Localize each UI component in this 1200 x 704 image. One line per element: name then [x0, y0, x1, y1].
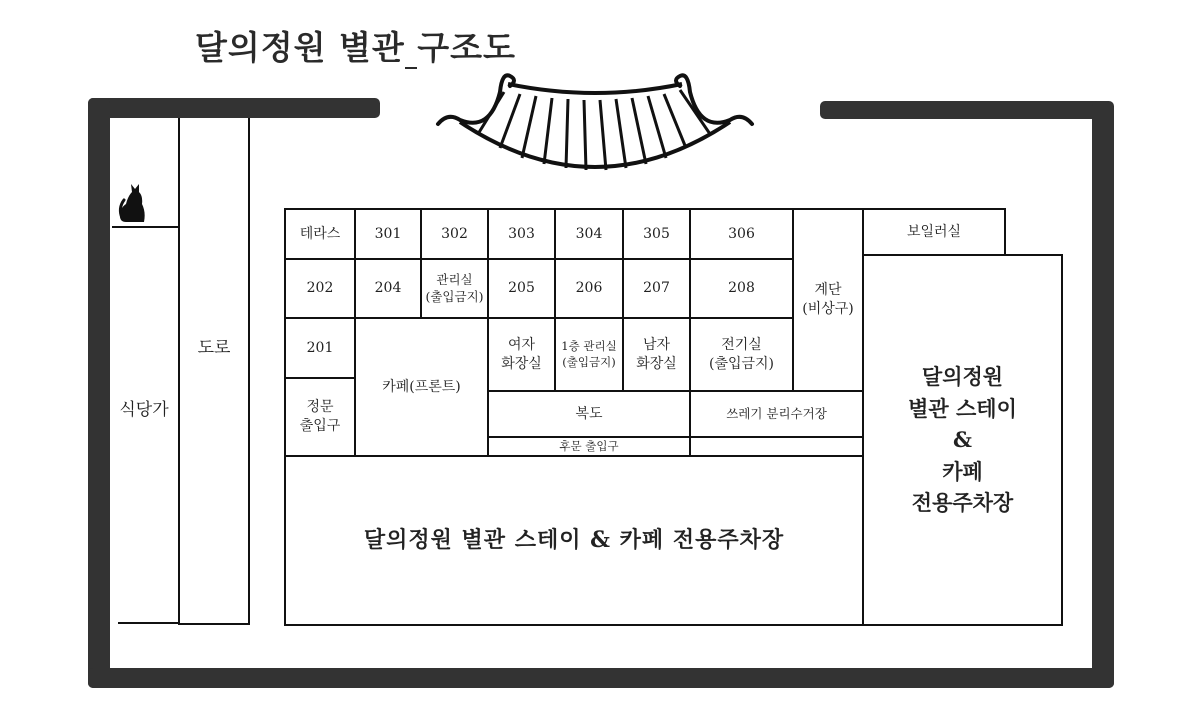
room-305: 305 — [622, 208, 691, 260]
room-office-1f: 1층 관리실 (출입금지) — [554, 317, 624, 392]
outer-wall-top-right — [820, 101, 1112, 119]
traditional-roof-eave-icon — [430, 62, 760, 182]
room-205: 205 — [487, 258, 556, 319]
room-boiler: 보일러실 — [862, 208, 1006, 256]
room-302: 302 — [420, 208, 489, 260]
outer-wall-left — [88, 98, 110, 688]
road-label: 도로 — [197, 337, 231, 358]
outer-wall-top-left — [88, 98, 380, 118]
room-304: 304 — [554, 208, 624, 260]
restaurant-strip-divider — [112, 226, 178, 228]
room-202: 202 — [284, 258, 356, 319]
room-women-restroom: 여자 화장실 — [487, 317, 556, 392]
parking-right: 달의정원 별관 스테이 & 카페 전용주차장 — [862, 254, 1063, 626]
recycling-area: 쓰레기 분리수거장 — [689, 390, 864, 438]
room-208: 208 — [689, 258, 794, 319]
parking-bottom: 달의정원 별관 스테이 & 카페 전용주차장 — [284, 455, 864, 626]
room-office: 관리실 (출입금지) — [420, 258, 489, 319]
room-cafe: 카페(프론트) — [354, 317, 489, 457]
cat-silhouette-icon — [116, 178, 150, 224]
title-underline — [405, 28, 418, 69]
room-stairs: 계단 (비상구) — [792, 208, 864, 392]
title-sub: 구조도 — [417, 28, 516, 67]
room-207: 207 — [622, 258, 691, 319]
room-204: 204 — [354, 258, 422, 319]
corridor: 복도 — [487, 390, 691, 438]
room-main-gate: 정문 출입구 — [284, 377, 356, 457]
room-201: 201 — [284, 317, 356, 379]
road-strip — [178, 118, 250, 625]
room-301: 301 — [354, 208, 422, 260]
outer-wall-right — [1092, 101, 1114, 688]
back-gate: 후문 출입구 — [487, 436, 691, 457]
room-terrace: 테라스 — [284, 208, 356, 260]
room-206: 206 — [554, 258, 624, 319]
room-men-restroom: 남자 화장실 — [622, 317, 691, 392]
restaurant-strip-bottom — [118, 622, 180, 624]
room-303: 303 — [487, 208, 556, 260]
building-floorplan — [284, 208, 1063, 626]
title-main: 달의정원 별관 — [195, 28, 405, 67]
back-gate-side-cell — [689, 436, 864, 457]
outer-wall-bottom — [88, 668, 1114, 688]
room-306: 306 — [689, 208, 794, 260]
restaurant-label: 식당가 — [119, 399, 169, 420]
room-electric: 전기실 (출입금지) — [689, 317, 794, 392]
